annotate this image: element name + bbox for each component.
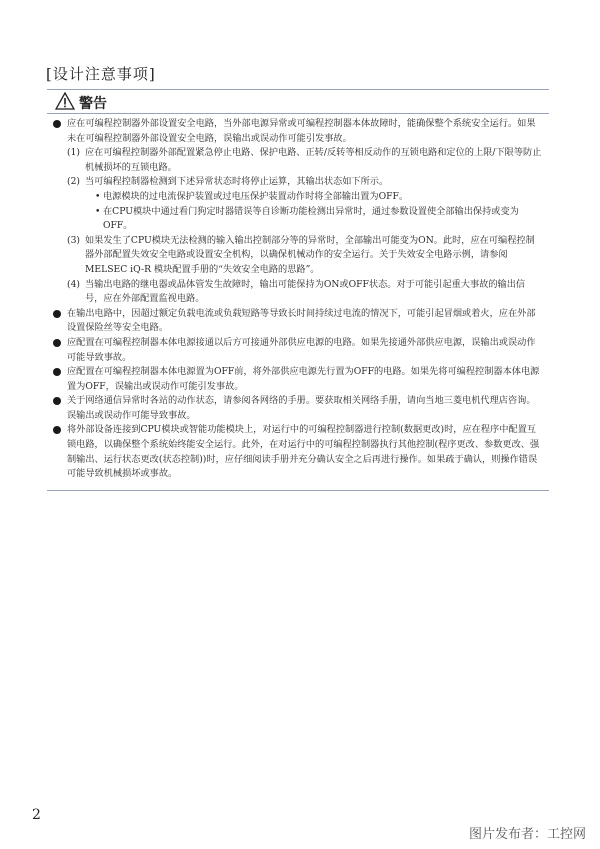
bullet-item [47,365,549,394]
bullet-text: 将外部设备连接到CPU模块或智能功能模块上，对运行中的可编程控制器进行控制(数据更改)时，应在程序中配置互锁电路，以确保整个系统始终能安全运行。此外，在对运行中的可编程控制器执行其他控制(程序更改、参数更改、强制输出、运行状态更改(状态控制))时，应仔细阅读手册并充分确认安全之后再进行操作。如果疏于确认，则操作错误可能导致机械损坏或事故。 [67,424,540,480]
sub-item-text: 如果发生了CPU模块无法检测的输入输出控制部分等的异常时，全部输出可能变为ON。此时，应在可编程控制器外部配置失效安全电路或设置安全机构，以确保机械动作的安全运行。关于失效安全电路示例，请参阅MELSEC iQ-R 模块配置手册的“失效安全电路的思路”。 [85,234,535,275]
sub-item [47,175,549,190]
sub-sub-item [47,190,549,205]
warning-label: 警告 [79,96,107,112]
sub-item-number: (1) [67,147,81,159]
bullet-dot-icon [53,426,61,434]
bullet-text: 应配置在可编程控制器本体电源置为OFF前，将外部供应电源先行置为OFF的电路。如果先将可编程控制器本体电源置为OFF，误输出或误动作可能引发事故。 [67,366,540,392]
sub-item [47,234,549,278]
sub-item-number: (4) [67,278,81,290]
warning-header [47,89,549,114]
sub-item-number: (2) [67,176,81,188]
sub-sub-item-mark: • [95,205,101,217]
sub-item-number: (3) [67,234,81,246]
bullet-text: 关于网络通信异常时各站的动作状态，请参阅各网络的手册。要获取相关网络手册，请向当地三菱电机代理店咨询。误输出或误动作可能导致事故。 [67,395,536,421]
sub-sub-item-mark: • [95,190,101,202]
bullet-dot-icon [53,120,61,128]
page-number: 2 [32,807,41,823]
bullet-item [47,394,549,423]
sub-item [47,278,549,307]
bullet-text: 应在可编程控制器外部设置安全电路，当外部电源异常或可编程控制器本体故障时，能确保整个系统安全运行。如果未在可编程控制器外部设置安全电路，误输出或误动作可能引发事故。 [67,118,536,144]
bullet-item [47,117,549,146]
bullet-dot-icon [53,310,61,318]
bullet-text: 在输出电路中，因超过额定负载电流或负载短路等导致长时间持续过电流的情况下，可能引起冒烟或着火，应在外部设置保险丝等安全电路。 [67,307,536,334]
bullet-item [47,336,549,365]
warning-triangle-icon [55,92,75,110]
sub-sub-item-text: 在CPU模块中通过看门狗定时器错误等自诊断功能检测出异常时，通过参数设置使全部输出保持或变为OFF。 [103,205,519,232]
bullet-dot-icon [53,368,61,376]
sub-sub-item [47,205,549,234]
bullet-item [47,423,549,481]
sub-sub-item-text: 电源模块的过电流保护装置或过电压保护装置动作时将全部输出置为OFF。 [103,190,409,202]
sub-item-text: 当可编程控制器检测到下述异常状态时将停止运算，其输出状态如下所示。 [85,176,389,188]
bullet-item [47,307,549,336]
bullet-dot-icon [53,339,61,347]
bullet-dot-icon [53,397,61,405]
sub-item-text: 应在可编程控制器外部配置紧急停止电路、保护电路、正转/反转等相反动作的互锁电路和定位的上限/下限等防止机械损坏的互锁电路。 [85,147,542,173]
section-title: [设计注意事项] [46,65,156,83]
watermark: 图片发布者：工控网 [468,827,586,842]
bullet-text: 应配置在可编程控制器本体电源接通以后方可接通外部供应电源的电路。如果先接通外部供应电源，误输出或误动作可能导致事故。 [67,336,536,363]
warning-content [47,113,549,491]
sub-item [47,146,549,175]
sub-item-text: 当输出电路的继电器或晶体管发生故障时，输出可能保持为ON或OFF状态。对于可能引起重大事故的输出信号，应在外部配置监视电路。 [85,278,526,305]
